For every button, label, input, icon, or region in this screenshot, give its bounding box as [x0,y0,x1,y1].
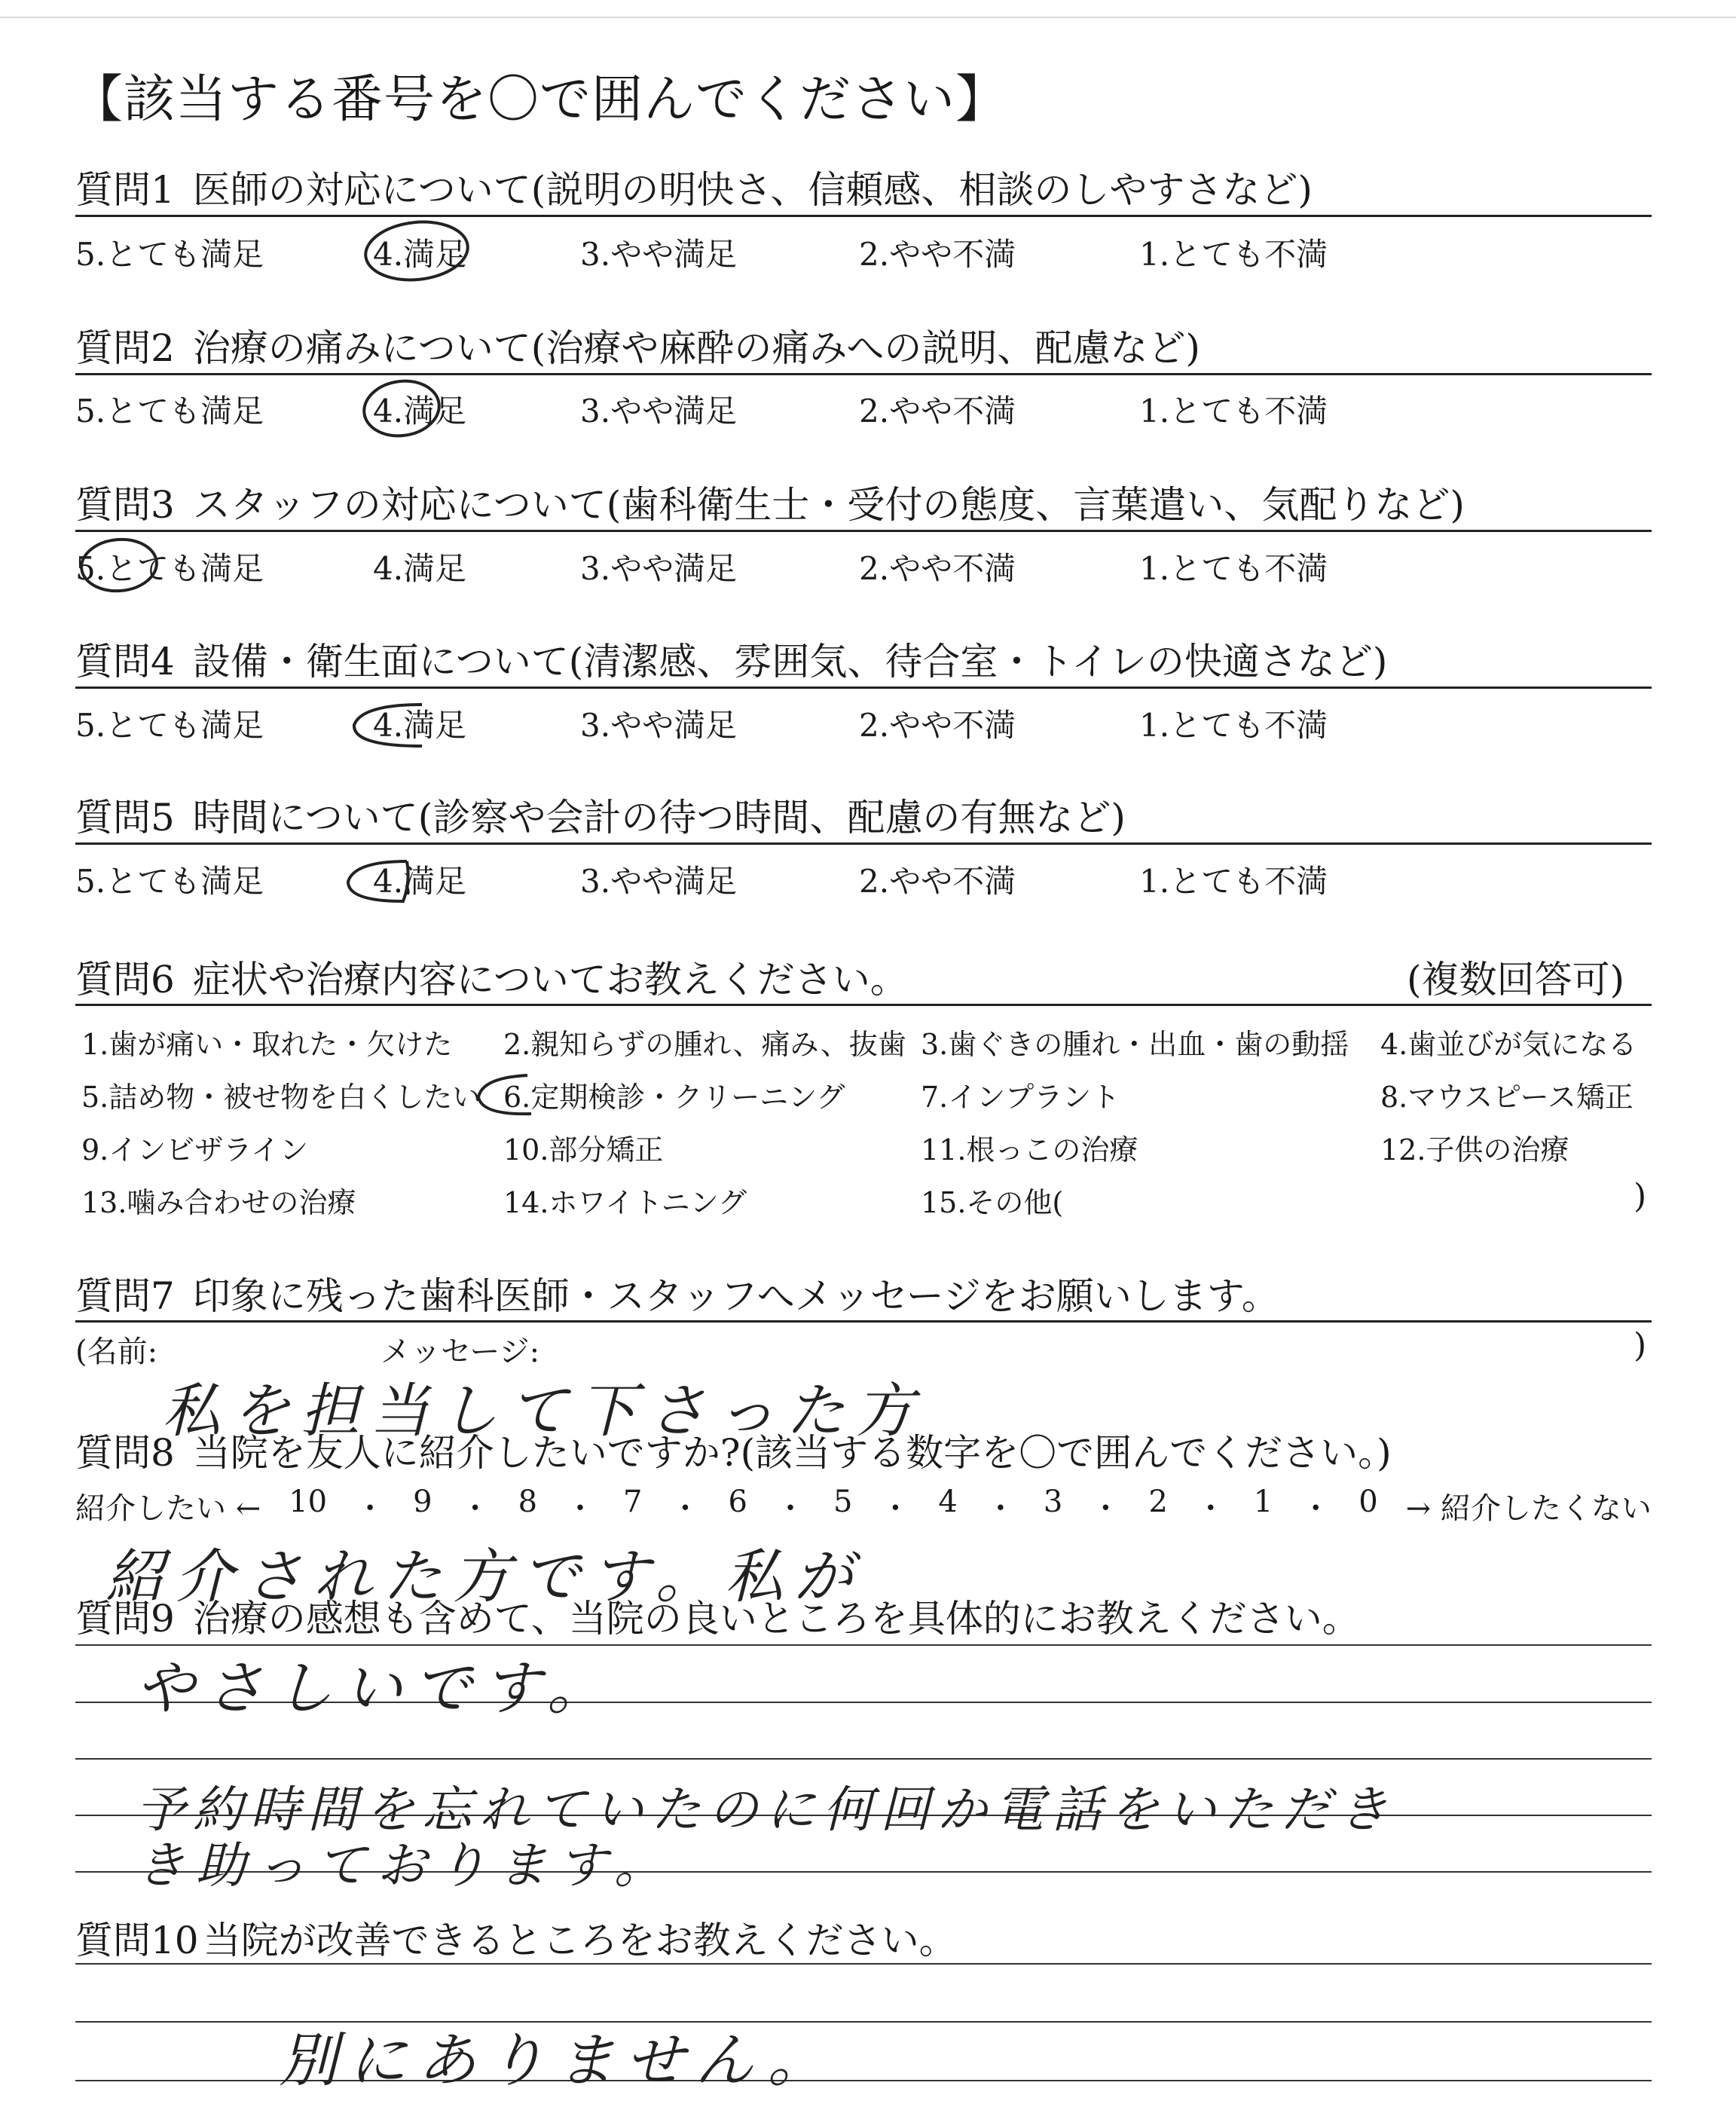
q3-option-4[interactable]: 4.満足 [373,550,467,587]
question-6-note: (複数回答可) [1406,958,1624,1001]
q6-item-4[interactable]: 4.歯並びが気になる [1380,1028,1637,1061]
question-1-title [75,160,1313,214]
q8-score-4[interactable]: 4 [938,1485,958,1519]
q6-item-12[interactable]: 12.子供の治療 [1380,1133,1569,1167]
q10-answer-line-1 [75,1963,1652,1965]
q6-item-8[interactable]: 8.マウスピース矯正 [1380,1081,1634,1114]
q10-handwritten-answer: 別にありません。 [279,2027,837,2095]
q6-other-close-paren: ) [1634,1177,1647,1216]
q8-score-9[interactable]: 9 [413,1485,432,1519]
question-6-number: 質問6 [75,958,175,1001]
question-9-number: 質問9 [75,1597,175,1641]
question-10-title [75,1910,957,1965]
q5-option-2[interactable]: 2.やや不満 [859,863,1016,900]
question-7-rule [75,1320,1652,1323]
q4-option-1[interactable]: 1.とても不満 [1139,707,1328,744]
q6-item-3[interactable]: 3.歯ぐきの腫れ・出血・歯の動揺 [921,1028,1349,1061]
q4-option-2[interactable]: 2.やや不満 [859,707,1016,744]
q8-dot: ・ [565,1491,596,1526]
q6-item-11[interactable]: 11.根っこの治療 [921,1133,1138,1167]
q1-option-2[interactable]: 2.やや不満 [859,236,1016,273]
top-edge-line [0,17,1736,18]
q1-option-3[interactable]: 3.やや満足 [580,236,738,273]
question-9-text: 治療の感想も含めて、当院の良いところを具体的にお教えください。 [192,1597,1360,1641]
q8-score-10[interactable]: 10 [289,1485,328,1519]
question-3-text: スタッフの対応について(歯科衛生士・受付の態度、言葉遣い、気配りなど) [192,483,1465,527]
q8-right-label: → 紹介したくない [1405,1491,1652,1526]
q4-option-5[interactable]: 5.とても満足 [75,707,264,744]
question-1-rule [75,215,1652,217]
question-4-number: 質問4 [75,640,175,683]
q4-option-3[interactable]: 3.やや満足 [580,707,738,744]
question-5-number: 質問5 [75,796,175,839]
question-2-rule [75,373,1652,375]
question-1-number: 質問1 [75,168,175,212]
question-4-text: 設備・衛生面について(清潔感、雰囲気、待合室・トイレの快適さなど) [192,640,1388,683]
q2-option-4[interactable]: 4.満足 [373,393,467,430]
q2-option-1[interactable]: 1.とても不満 [1139,393,1328,430]
q1-option-4[interactable]: 4.満足 [373,236,467,273]
q6-item-7[interactable]: 7.インプラント [921,1081,1120,1114]
q8-dot: ・ [775,1491,805,1526]
q8-score-3[interactable]: 3 [1043,1485,1063,1519]
q8-score-1[interactable]: 1 [1253,1485,1273,1519]
q8-dot: ・ [880,1491,911,1526]
question-5-title [75,787,1126,842]
question-5-text: 時間について(診察や会計の待つ時間、配慮の有無など) [192,796,1126,839]
q5-option-1[interactable]: 1.とても不満 [1139,863,1328,900]
q2-option-5[interactable]: 5.とても満足 [75,393,264,430]
q8-left-label: 紹介したい ← [75,1491,261,1526]
question-2-number: 質問2 [75,326,175,370]
q7-close-paren: ) [1634,1326,1647,1365]
q3-option-2[interactable]: 2.やや不満 [859,550,1016,587]
q3-option-5[interactable]: 5.とても満足 [75,550,264,587]
question-8-title [75,1423,1392,1477]
q8-dot: ・ [1195,1491,1226,1526]
question-3-rule [75,530,1652,532]
q4-option-4[interactable]: 4.満足 [373,707,467,744]
q3-option-1[interactable]: 1.とても不満 [1139,550,1328,587]
form-instruction-header: 【該当する番号を〇で囲んでください】 [72,70,1008,130]
q8-dot: ・ [1300,1491,1331,1526]
question-4-title [75,631,1387,686]
question-4-rule [75,687,1652,689]
q5-option-5[interactable]: 5.とても満足 [75,863,264,900]
question-9-title [75,1589,1360,1643]
q1-option-5[interactable]: 5.とても満足 [75,236,264,273]
q6-item-9[interactable]: 9.インビザライン [81,1133,309,1167]
q6-item-15[interactable]: 15.その他( [921,1186,1064,1219]
q8-score-7[interactable]: 7 [623,1485,643,1519]
q9-answer-line-3 [75,1758,1652,1760]
q8-handwritten-note: 紹介された方です。私が [105,1543,863,1611]
q7-message-label: メッセージ: [381,1335,540,1369]
question-3-number: 質問3 [75,483,175,527]
q6-item-14[interactable]: 14.ホワイトニング [503,1186,747,1219]
q8-score-5[interactable]: 5 [833,1485,853,1519]
question-7-text: 印象に残った歯科医師・スタッフへメッセージをお願いします。 [192,1274,1279,1318]
question-6-text: 症状や治療内容についてお教えください。 [192,958,908,1001]
q6-item-6[interactable]: 6.定期検診・クリーニング [503,1081,845,1114]
q8-dot: ・ [670,1491,701,1526]
question-3-title [75,475,1465,529]
q9-handwritten-line-3: き助っております。 [136,1836,674,1894]
q5-option-4[interactable]: 4.満足 [373,863,467,900]
q8-score-8[interactable]: 8 [518,1485,538,1519]
q6-item-10[interactable]: 10.部分矯正 [503,1133,664,1167]
question-8-number: 質問8 [75,1431,175,1475]
q8-score-6[interactable]: 6 [728,1485,747,1519]
q9-handwritten-line-2: 予約時間を忘れていたのに何回か電話をいただき [136,1781,1395,1839]
question-10-number: 質問10 [75,1919,199,1962]
q3-option-3[interactable]: 3.やや満足 [580,550,738,587]
q8-dot: ・ [985,1491,1016,1526]
q6-item-13[interactable]: 13.噛み合わせの治療 [81,1186,356,1219]
q1-option-1[interactable]: 1.とても不満 [1139,236,1328,273]
question-6-rule [75,1004,1652,1006]
question-1-text: 医師の対応について(説明の明快さ、信頼感、相談のしやすさなど) [192,168,1313,212]
q7-handwritten-answer: 私を担当して下さった方 [162,1378,925,1445]
question-8-text: 当院を友人に紹介したいですか?(該当する数字を〇で囲んでください。) [192,1431,1392,1475]
question-6-title [75,950,908,1004]
question-2-text: 治療の痛みについて(治療や麻酔の痛みへの説明、配慮など) [192,326,1200,370]
q6-item-1[interactable]: 1.歯が痛い・取れた・欠けた [81,1028,453,1061]
q2-option-3[interactable]: 3.やや満足 [580,393,738,430]
q2-option-2[interactable]: 2.やや不満 [859,393,1016,430]
q9-handwritten-line-1: やさしいです。 [136,1655,616,1723]
q8-dot: ・ [1090,1491,1121,1526]
q5-option-3[interactable]: 3.やや満足 [580,863,738,900]
question-5-rule [75,842,1652,845]
question-2-title [75,318,1200,372]
q8-recommend-scale [75,1485,1652,1527]
q8-dot: ・ [355,1491,386,1526]
question-7-number: 質問7 [75,1274,175,1318]
q6-item-5[interactable]: 5.詰め物・被せ物を白くしたい [81,1081,481,1114]
q6-item-2[interactable]: 2.親知らずの腫れ、痛み、抜歯 [503,1028,906,1061]
question-7-title [75,1266,1279,1320]
q7-name-label: (名前: [75,1335,158,1369]
q8-dot: ・ [460,1491,491,1526]
q8-score-0[interactable]: 0 [1359,1485,1378,1519]
question-10-text: 当院が改善できるところをお教えください。 [203,1919,957,1962]
q8-score-2[interactable]: 2 [1148,1485,1168,1519]
